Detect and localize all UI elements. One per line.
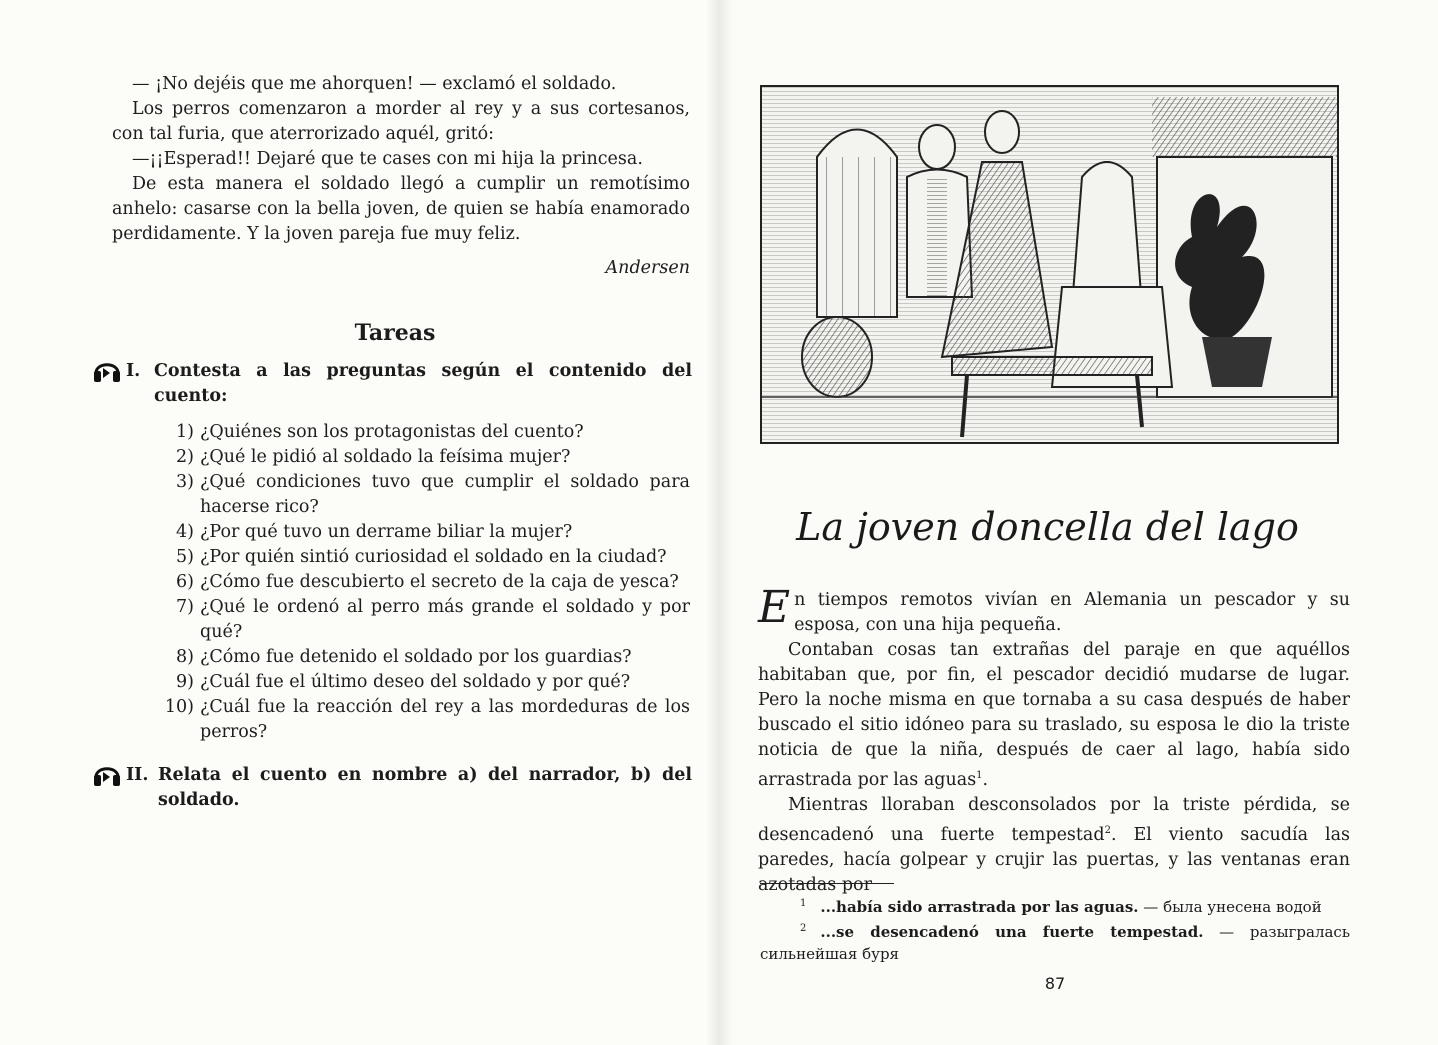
- question-number: 6): [176, 572, 194, 592]
- footnote-divider: [760, 883, 894, 884]
- list-item: [150, 520, 690, 545]
- question-list: [150, 420, 690, 745]
- paragraph-text: n tiempos remotos vivían en Alemania un pescador y su esposa, con una hija pequeña.: [794, 590, 1350, 635]
- list-item: [150, 695, 690, 745]
- drop-cap: E: [758, 582, 791, 633]
- story-title: La joven doncella del lago: [796, 505, 1299, 549]
- author-name: Andersen: [605, 258, 690, 278]
- task-text: Relata el cuento en nombre a) del narrador, b) del soldado.: [158, 765, 692, 810]
- question-number: 8): [176, 647, 194, 667]
- list-item: [150, 595, 690, 645]
- footnotes: [760, 893, 1350, 965]
- question-text: ¿Quiénes son los protagonistas del cuento?: [200, 422, 584, 442]
- story-text: [758, 582, 1351, 898]
- task-1: [92, 359, 692, 409]
- paragraph-text: Mientras lloraban desconsolados por la triste pérdida, se desencadenó una fuerte tempestad: [758, 794, 1350, 845]
- question-text: ¿Cómo fue descubierto el secreto de la caja de yesca?: [200, 572, 679, 592]
- story-paragraph: —¡¡Esperad!! Dejaré que te cases con mi hija la princesa.: [132, 149, 643, 169]
- question-text: ¿Qué condiciones tuvo que cumplir el soldado para hacerse rico?: [200, 472, 690, 517]
- headphones-icon: [92, 356, 126, 386]
- question-text: ¿Por qué tuvo un derrame biliar la mujer?: [200, 522, 573, 542]
- story-paragraph: De esta manera el soldado llegó a cumplir un remotísimo anhelo: casarse con la bella joven, de quien se había enamorado perdidamente. Y la joven pareja fue muy feliz.: [112, 174, 690, 244]
- question-number: 5): [176, 547, 194, 567]
- question-number: 1): [176, 422, 194, 442]
- question-number: 2): [176, 447, 194, 467]
- question-number: 7): [176, 597, 194, 617]
- page-number: 87: [1044, 974, 1066, 993]
- question-text: ¿Cuál fue el último deseo del soldado y por qué?: [200, 672, 631, 692]
- list-item: [150, 645, 690, 670]
- list-item: [150, 420, 690, 445]
- footnote-translation: — была унесена водой: [1138, 898, 1322, 916]
- footnote-mark: 2: [800, 923, 807, 934]
- engraving-image: [762, 87, 1337, 442]
- question-number: 4): [176, 522, 194, 542]
- footnote: [760, 893, 1350, 918]
- paragraph-text: . El viento sacudía las paredes, hacía golpear y crujir las puertas, y las ventanas eran azotadas por: [758, 824, 1351, 895]
- list-item: [150, 545, 690, 570]
- story-paragraph: [758, 793, 1350, 898]
- story-paragraph: — ¡No dejéis que me ahorquen! — exclamó el soldado.: [132, 74, 617, 94]
- footnote-ref: 1: [976, 770, 983, 781]
- footnote-phrase: ...había sido arrastrada por las aguas.: [820, 898, 1139, 916]
- story-ending: [112, 72, 690, 247]
- task-number: I.: [126, 361, 141, 381]
- question-text: ¿Qué le ordenó al perro más grande el soldado y por qué?: [200, 597, 690, 642]
- task-number: II.: [126, 765, 149, 785]
- question-text: ¿Cómo fue detenido el soldado por los guardias?: [200, 647, 632, 667]
- headphones-icon: [92, 760, 126, 790]
- question-text: ¿Cuál fue la reacción del rey a las mordeduras de los perros?: [200, 697, 690, 742]
- list-item: [150, 470, 690, 520]
- footnote-mark: 1: [800, 898, 807, 909]
- tasks-heading: Tareas: [354, 320, 436, 346]
- question-text: ¿Qué le pidió al soldado la feísima mujer?: [200, 447, 571, 467]
- footnote-translation: — разыгралась сильнейшая буря: [760, 923, 1350, 963]
- footnote-phrase: ...se desencadenó una fuerte tempestad.: [820, 923, 1204, 941]
- task-text: Contesta a las preguntas según el contenido del cuento:: [154, 361, 692, 406]
- task-2: [92, 763, 692, 813]
- story-paragraph: Contaban cosas tan extrañas del paraje en que aquéllos habitaban que, por fin, el pescador decidió mudarse de lugar. Pero la noche misma en que tornaba a su casa después de haber buscado el sitio idóneo para su traslado, su esposa le dio la triste noticia de que la niña, después de caer al lago, había sido arrastrada por las aguas$^1$.: [758, 640, 1350, 790]
- footnote: [760, 918, 1350, 965]
- question-text: ¿Por quién sintió curiosidad el soldado en la ciudad?: [200, 547, 667, 567]
- story-paragraph: [758, 582, 1350, 638]
- story-illustration: [760, 85, 1339, 444]
- list-item: [150, 445, 690, 470]
- book-gutter: [705, 0, 733, 1045]
- story-paragraph: Los perros comenzaron a morder al rey y a sus cortesanos, con tal furia, que aterrorizado aquél, gritó:: [112, 99, 690, 144]
- question-number: 3): [176, 472, 194, 492]
- footnote-ref: 2: [1104, 824, 1111, 836]
- paragraph-text: Contaban cosas tan extrañas del paraje en que aquéllos habitaban que, por fin, el pescador decidió mudarse de lugar. Pero la noche misma en que tornaba a su casa después de haber buscado el sitio idóneo para su traslado, su esposa le dio la triste noticia de que la niña, después de caer al lago, había sido arrastrada por las aguas: [758, 640, 1350, 790]
- question-number: 9): [176, 672, 194, 692]
- question-number: 10): [164, 697, 194, 717]
- list-item: [150, 570, 690, 595]
- list-item: [150, 670, 690, 695]
